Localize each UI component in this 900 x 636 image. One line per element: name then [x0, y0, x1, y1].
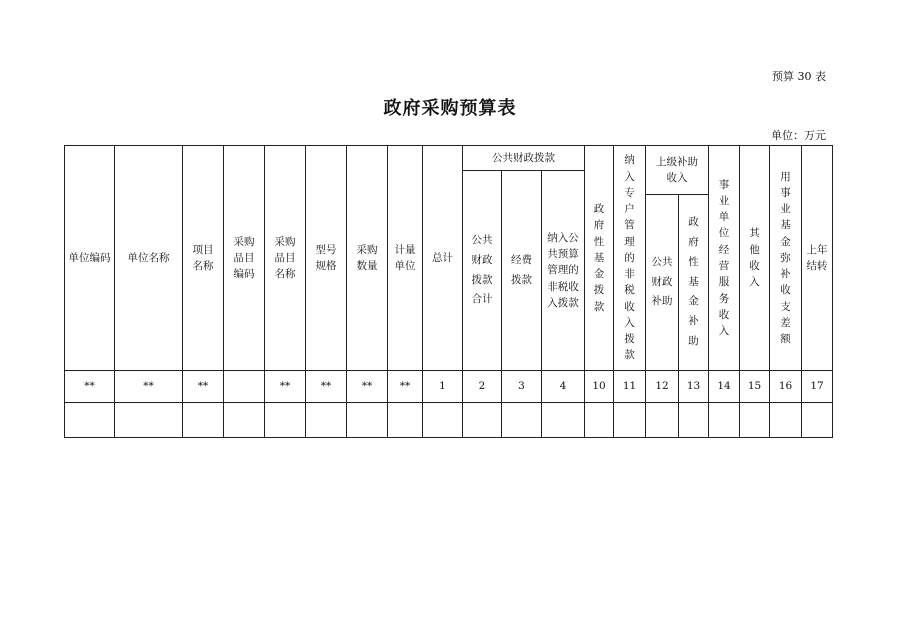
col-nontax-in-budget: 纳入公共预算管理的非税收入拨款: [542, 171, 585, 371]
col-superior-public: 公共财政补助: [646, 195, 679, 371]
unit-label: 单位：万元: [771, 129, 826, 142]
code-cell: 2: [463, 371, 502, 403]
data-row-empty: [65, 403, 833, 438]
column-code-row: [65, 371, 833, 403]
table-cell: [614, 403, 646, 438]
table-cell: [585, 403, 614, 438]
procurement-budget-table: [64, 145, 833, 438]
table-cell: [463, 403, 502, 438]
col-quantity: 采购数量: [347, 146, 388, 371]
table-cell: [770, 403, 802, 438]
table-cell: [347, 403, 388, 438]
col-gov-fund: 政府性基金拨款: [585, 146, 614, 371]
table-cell: [709, 403, 740, 438]
col-superior-fund: 政府性基金补助: [679, 195, 709, 371]
code-cell: 11: [614, 371, 646, 403]
col-carryover: 上年结转: [802, 146, 833, 371]
code-cell: **: [115, 371, 183, 403]
table-cell: [646, 403, 679, 438]
code-cell: 12: [646, 371, 679, 403]
table-cell: [542, 403, 585, 438]
col-item-code: 采购品目编码: [224, 146, 265, 371]
code-cell: [224, 371, 265, 403]
table-cell: [502, 403, 542, 438]
col-special-nontax: 纳入专户管理的非税收入拨款: [614, 146, 646, 371]
group-superior-subsidy: 上级补助收入: [646, 146, 709, 195]
code-cell: **: [347, 371, 388, 403]
code-cell: 13: [679, 371, 709, 403]
col-project-name: 项目名称: [183, 146, 224, 371]
group-public-finance: 公共财政拨款: [463, 146, 585, 171]
col-unit-code: 单位编码: [65, 146, 115, 371]
code-cell: **: [306, 371, 347, 403]
col-public-total: 公共财政拨款合计: [463, 171, 502, 371]
table-cell: [423, 403, 463, 438]
table-cell: [265, 403, 306, 438]
code-cell: 1: [423, 371, 463, 403]
col-unit-name: 单位名称: [115, 146, 183, 371]
table-cell: [224, 403, 265, 438]
col-business-income: 事业单位经营服务收入: [709, 146, 740, 371]
code-cell: 4: [542, 371, 585, 403]
table-cell: [679, 403, 709, 438]
col-other-income: 其他收入: [740, 146, 770, 371]
col-funding: 经费拨款: [502, 171, 542, 371]
code-cell: 3: [502, 371, 542, 403]
code-cell: 15: [740, 371, 770, 403]
table-cell: [183, 403, 224, 438]
code-cell: **: [388, 371, 423, 403]
code-cell: **: [265, 371, 306, 403]
table-number: 预算 30 表: [772, 70, 826, 83]
code-cell: 16: [770, 371, 802, 403]
code-cell: 10: [585, 371, 614, 403]
col-item-name: 采购品目名称: [265, 146, 306, 371]
table-cell: [115, 403, 183, 438]
code-cell: 14: [709, 371, 740, 403]
col-fund-supplement: 用事业基金弥补收支差额: [770, 146, 802, 371]
col-measure-unit: 计量单位: [388, 146, 423, 371]
table-cell: [740, 403, 770, 438]
table-cell: [306, 403, 347, 438]
col-model-spec: 型号规格: [306, 146, 347, 371]
table-cell: [65, 403, 115, 438]
table-cell: [388, 403, 423, 438]
table-cell: [802, 403, 833, 438]
header-row-1: [65, 146, 833, 171]
col-total: 总计: [423, 146, 463, 371]
code-cell: 17: [802, 371, 833, 403]
code-cell: **: [183, 371, 224, 403]
code-cell: **: [65, 371, 115, 403]
page-title: 政府采购预算表: [383, 98, 517, 119]
